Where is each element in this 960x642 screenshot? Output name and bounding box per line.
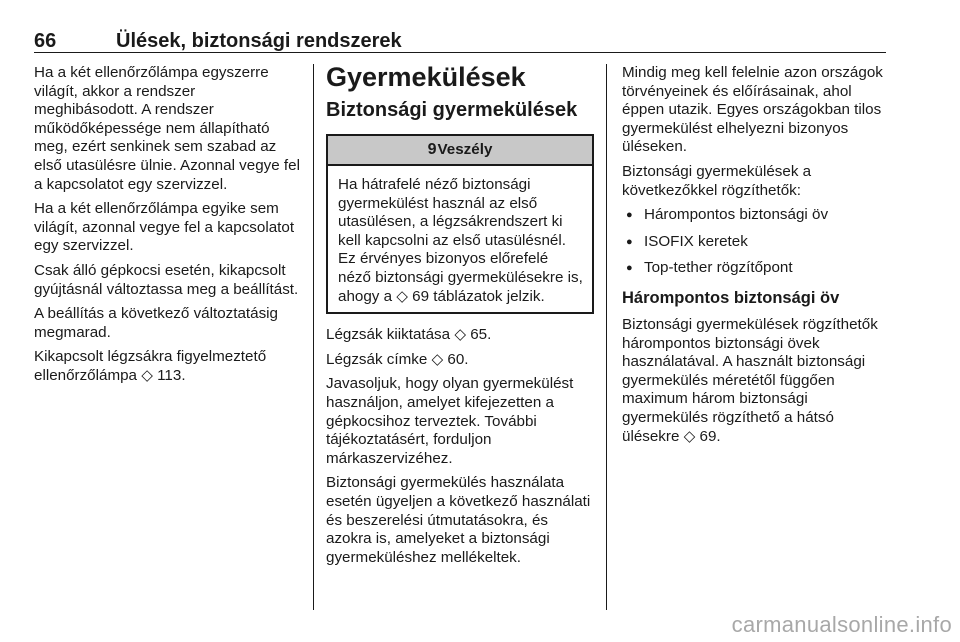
list-item: ● Hárompontos biztonsági öv <box>622 206 892 225</box>
paragraph: Kikapcsolt légzsákra figyelmeztető ellenőrzőlámpa ◇ 113. <box>34 348 267 384</box>
section-subheading: Biztonsági gyermekülések <box>326 99 578 121</box>
paragraph: Légzsák címke ◇ 60. <box>326 350 469 368</box>
column-divider <box>313 64 314 610</box>
paragraph: Légzsák kiiktatása ◇ 65. <box>326 326 492 344</box>
list-item: ● ISOFIX keretek <box>622 233 892 252</box>
paragraph: Csak álló gépkocsi esetén, kikapcsolt gyújtásnál változtassa meg a beállítást. <box>34 261 299 298</box>
paragraph: Biztonsági gyermekülés használata esetén ügyeljen a következő használati és beszerelési útmutatásokra, és azokra is, amelyeket a biztonsági gyermeküléshez mellékeltek. <box>326 474 591 566</box>
paragraph: Ha a két ellenőrzőlámpa egyike sem világít, azonnal vegye fel a kapcsolatot egy szervizzel. <box>34 200 295 255</box>
section-heading: Gyermekülések <box>326 62 526 92</box>
list-item: ● Top-tether rögzítőpont <box>622 259 892 278</box>
paragraph: Biztonsági gyermekülések rögzíthetők hárompontos biztonsági övek használatával. A használt biztonsági gyermekülés méretétől függően maximum három biztonsági gyermekülés rögzíthető a hátsó ülésekre ◇ 69. <box>622 315 878 445</box>
watermark: carmanualsonline.info <box>731 612 952 637</box>
warning-text: Ha hátrafelé néző biztonsági gyermekülést használ az első utasülésen, a légzsákrendszert ki kell kapcsolni az első utasülésnél. Ez érvényes bizonyos előrefelé néző biztonsági gyermekülésekre is, ahogy a ◇ 69 táblázatok jelzik. <box>338 176 583 305</box>
paragraph: Biztonsági gyermekülések a következőkkel rögzíthetők: <box>622 162 812 199</box>
header-divider <box>34 52 886 53</box>
warning-title: Veszély <box>437 140 493 158</box>
column-right <box>622 64 892 452</box>
column-left <box>34 64 302 392</box>
subsection-heading: Hárompontos biztonsági öv <box>622 288 840 307</box>
paragraph: Ha a két ellenőrzőlámpa egyszerre világít, akkor a rendszer meghibásodott. A rendszer működőképessége nem állapítható meg, ezért senkinek sem szabad az első utasülésre ülnie. Azonnal vegye fel a kapcsolatot egy szervizzel. <box>34 64 300 193</box>
page-title: Ülések, biztonsági rendszerek <box>116 30 402 52</box>
paragraph: Mindig meg kell felelnie azon országok törvényeinek és előírásainak, ahol éppen utazik. Egyes országokban tilos gyermekülést elhelyezni bizonyos üléseken. <box>622 64 883 156</box>
warning-icon: 9 <box>427 140 437 158</box>
page-header <box>34 30 886 52</box>
column-divider <box>606 64 607 610</box>
paragraph: Javasoljuk, hogy olyan gyermekülést használjon, amelyet kifejezetten a gépkocsihoz terveztek. További tájékoztatásért, forduljon márkaszervizéhez. <box>326 375 574 467</box>
paragraph: A beállítás a következő változtatásig megmarad. <box>34 305 278 341</box>
warning-header <box>328 136 592 166</box>
danger-warning-box <box>326 134 594 314</box>
column-middle <box>326 62 594 573</box>
page-number: 66 <box>34 30 57 52</box>
bullet-list <box>622 206 892 278</box>
